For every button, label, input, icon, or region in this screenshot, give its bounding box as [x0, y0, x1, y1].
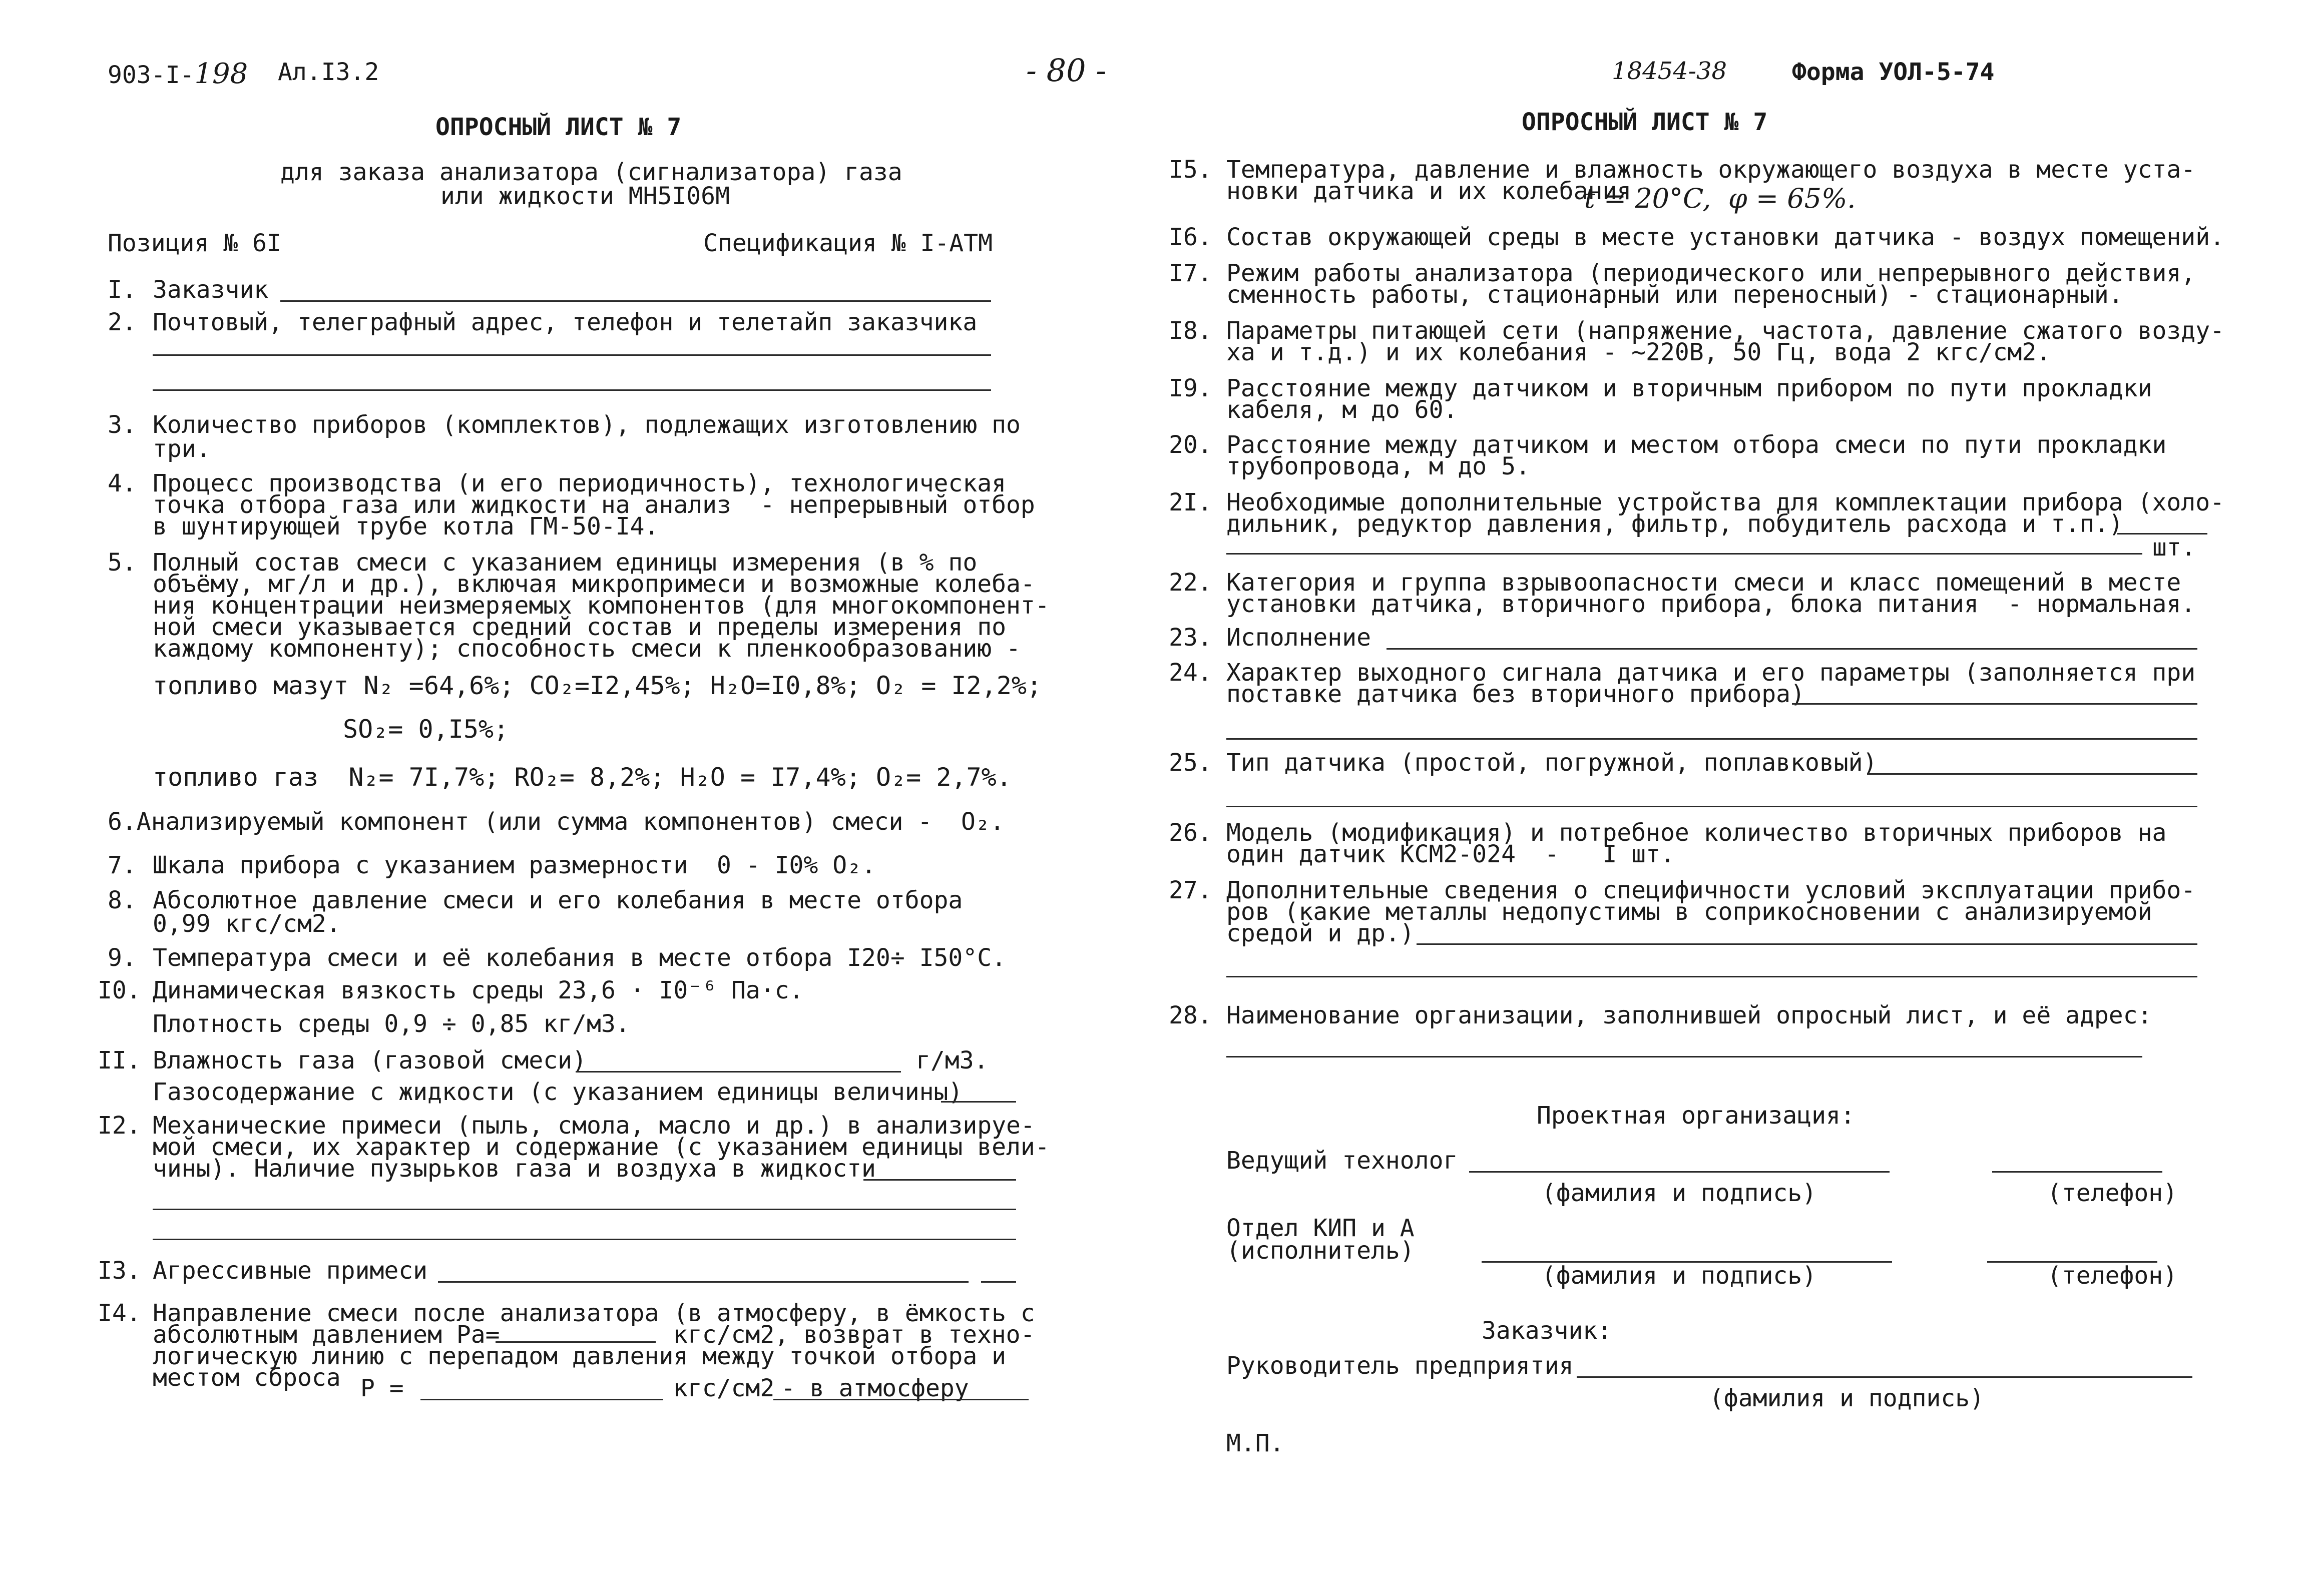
item-28-number: 28. — [1169, 1001, 1212, 1029]
item-5-fuel-oil: топливо мазут N₂ =64,6%; CO₂=I2,45%; H₂O=I0,8%; O₂ = I2,2%; — [153, 671, 1042, 700]
item-14-number: I4. — [98, 1299, 141, 1327]
item-21-blank-2 — [1226, 553, 2142, 555]
item-20-line-2: трубопровода, м до 5. — [1226, 452, 1530, 480]
item-25-blank-2 — [1226, 806, 2197, 807]
item-27-line-1: Дополнительные сведения о специфичности условий эксплуатации прибо- — [1226, 876, 2196, 904]
item-24-blank-1 — [1792, 703, 2197, 705]
item-14-p-blank — [420, 1399, 663, 1400]
item-26-number: 26. — [1169, 819, 1212, 847]
item-4-line-2: точка отбора газа или жидкости на анализ - непрерывный отбор — [153, 491, 1035, 519]
item-26-line-1: Модель (модификация) и потребное количество вторичных приборов на — [1226, 819, 2167, 847]
item-11-line-2: Газосодержание с жидкости (с указанием единицы величины) — [153, 1078, 963, 1106]
item-12-blank-line-1 — [863, 1179, 1016, 1181]
album-ref: Ал.I3.2 — [278, 58, 379, 86]
item-27-blank-2 — [1226, 976, 2197, 977]
item-9-number: 9. — [108, 944, 137, 972]
item-5-so2: SO₂= 0,I5%; — [343, 715, 509, 744]
item-9-label: Температура смеси и её колебания в месте отбора I20÷ I50°С. — [153, 944, 1007, 972]
item-11-unit: г/м3. — [916, 1046, 989, 1075]
item-23-number: 23. — [1169, 624, 1212, 652]
item-20-line-1: Расстояние между датчиком и местом отбора смеси по пути прокладки — [1226, 431, 2167, 459]
item-4-number: 4. — [108, 469, 137, 497]
item-15-line-2: новки датчика и их колебания — [1226, 177, 1632, 205]
item-8-line-2: 0,99 кгс/см2. — [153, 910, 341, 938]
item-5-line-5: каждому компоненту); способность смеси к пленкообразованию - — [153, 635, 1021, 663]
lead-technologist-signature-line — [1469, 1171, 1890, 1173]
item-18-line-1: Параметры питающей сети (напряжение, частота, давление сжатого возду- — [1226, 317, 2224, 345]
item-22-line-2: установки датчика, вторичного прибора, блока питания - нормальная. — [1226, 590, 2196, 618]
item-27-line-3: средой и др.) — [1226, 919, 1415, 947]
customer-heading: Заказчик: — [1482, 1317, 1612, 1345]
doc-code: 903-I-198 — [108, 58, 248, 90]
item-5-fuel-gas: топливо газ N₂= 7I,7%; RO₂= 8,2%; H₂O = I7,4%; O₂= 2,7%. — [153, 763, 1012, 792]
item-5-line-1: Полный состав смеси с указанием единицы измерения (в % по — [153, 549, 978, 577]
item-25-blank-1 — [1867, 773, 2197, 775]
item-27-line-2: ров (какие металлы недопустимы в соприкосновении с анализируемой — [1226, 898, 2152, 926]
item-11-blank-line-2 — [941, 1101, 1016, 1103]
page-number: - 80 - — [1026, 52, 1107, 89]
item-18-line-2: ха и т.д.) и их колебания - ~220В, 50 Гц, вода 2 кгс/см2. — [1226, 338, 2051, 366]
item-1-number: I. — [108, 276, 137, 304]
item-10-line-1: Динамическая вязкость среды 23,6 · I0⁻⁶ Па·с. — [153, 976, 804, 1004]
item-17-line-2: сменность работы, стационарный или переносный) - стационарный. — [1226, 281, 2123, 309]
item-13-label: Агрессивные примеси — [153, 1257, 428, 1285]
item-23-label: Исполнение — [1226, 624, 1371, 652]
item-21-unit: шт. — [2152, 534, 2196, 562]
department-label-1: Отдел КИП и А — [1226, 1214, 1415, 1242]
item-18-number: I8. — [1169, 317, 1212, 345]
item-12-blank-line-2 — [153, 1209, 1016, 1210]
item-13-blank-line — [438, 1281, 969, 1283]
item-20-number: 20. — [1169, 431, 1212, 459]
item-17-number: I7. — [1169, 259, 1212, 287]
item-3-line-1: Количество приборов (комплектов), подлежащих изготовлению по — [153, 411, 1021, 439]
left-subtitle-2: или жидкости МН5I06М — [440, 182, 730, 210]
item-16-label: Состав окружающей среды в месте установки датчика - воздух помещений. — [1226, 223, 2224, 251]
item-12-line-2: мой смеси, их характер и содержание (с указанием единицы вели- — [153, 1133, 1050, 1161]
department-label-2: (исполнитель) — [1226, 1237, 1415, 1265]
item-22-number: 22. — [1169, 569, 1212, 597]
item-24-number: 24. — [1169, 659, 1212, 687]
left-subtitle-1: для заказа анализатора (сигнализатора) газа — [280, 158, 902, 186]
item-25-number: 25. — [1169, 749, 1212, 777]
lead-technologist-name-caption: (фамилия и подпись) — [1542, 1179, 1817, 1207]
item-5-line-2: объёму, мг/л и др.), включая микропримеси и возможные колеба- — [153, 570, 1035, 598]
item-14-p-unit: кгс/см2 — [673, 1374, 775, 1402]
item-10-line-2: Плотность среды 0,9 ÷ 0,85 кг/м3. — [153, 1010, 630, 1038]
item-25-label: Тип датчика (простой, погружной, поплавковый) — [1226, 749, 1878, 777]
position-number: Позиция № 6I — [108, 229, 281, 257]
item-14-p-label: P = — [360, 1374, 404, 1402]
item-13-blank-line-end — [981, 1281, 1016, 1283]
item-12-number: I2. — [98, 1112, 141, 1140]
item-21-number: 2I. — [1169, 488, 1212, 516]
item-27-blank-1 — [1417, 943, 2197, 945]
item-14-line-3: логическую линию с перепадом давления между точкой отбора и — [153, 1342, 1007, 1370]
item-5-line-4: ной смеси указывается средний состав и пределы измерения по — [153, 613, 1007, 641]
item-5-line-3: ния концентрации неизмеряемых компонентов (для многокомпонент- — [153, 592, 1050, 620]
item-11-line-1: Влажность газа (газовой смеси) — [153, 1046, 587, 1075]
item-12-blank-line-3 — [153, 1239, 1016, 1240]
enterprise-head-name-caption: (фамилия и подпись) — [1709, 1384, 1985, 1412]
item-12-line-1: Механические примеси (пыль, смола, масло и др.) в анализируе- — [153, 1112, 1035, 1140]
lead-technologist-label: Ведущий технолог — [1226, 1147, 1458, 1175]
item-23-blank — [1387, 648, 2197, 650]
item-8-line-1: Абсолютное давление смеси и его колебания в месте отбора — [153, 886, 963, 914]
item-26-line-2: один датчик КСМ2-024 - I шт. — [1226, 840, 1675, 868]
specification-number: Спецификация № I-АТМ — [703, 229, 993, 257]
item-7-number: 7. — [108, 851, 137, 879]
item-3-number: 3. — [108, 411, 137, 439]
handwritten-code: 18454-38 — [1612, 57, 1727, 85]
item-24-blank-2 — [1226, 738, 2197, 740]
item-12-line-3: чины). Наличие пузырьков газа и воздуха в жидкости — [153, 1155, 876, 1183]
item-2-blank-line-1 — [153, 354, 991, 356]
item-24-line-1: Характер выходного сигнала датчика и его параметры (заполняется при — [1226, 659, 2196, 687]
item-7-label: Шкала прибора с указанием размерности 0 - I0% O₂. — [153, 851, 876, 879]
item-19-number: I9. — [1169, 374, 1212, 402]
item-10-number: I0. — [98, 976, 141, 1004]
item-6: 6.Анализируемый компонент (или сумма компонентов) смеси - O₂. — [108, 808, 1005, 836]
department-name-caption: (фамилия и подпись) — [1542, 1262, 1817, 1290]
item-2-number: 2. — [108, 308, 137, 336]
item-4-line-1: Процесс производства (и его периодичность), технологическая — [153, 469, 1007, 497]
item-14-p-value: - в атмосферу — [781, 1374, 969, 1402]
item-2-label: Почтовый, телеграфный адрес, телефон и телетайп заказчика — [153, 308, 978, 336]
item-19-line-2: кабеля, м до 60. — [1226, 396, 1458, 424]
item-1-blank-line — [280, 300, 991, 302]
form-code: Форма УОЛ-5-74 — [1792, 58, 1995, 86]
item-28-blank — [1226, 1056, 2142, 1057]
item-17-line-1: Режим работы анализатора (периодического или непрерывного действия, — [1226, 259, 2196, 287]
item-27-number: 27. — [1169, 876, 1212, 904]
item-2-blank-line-2 — [153, 389, 991, 391]
item-13-number: I3. — [98, 1257, 141, 1285]
department-phone-caption: (телефон) — [2047, 1262, 2178, 1290]
item-16-number: I6. — [1169, 223, 1212, 251]
item-14-p-value-line — [773, 1399, 1029, 1400]
item-15-values: t = 20°C, φ = 65%. — [1584, 183, 1856, 214]
right-title: ОПРОСНЫЙ ЛИСТ № 7 — [1522, 108, 1768, 136]
item-1-label: Заказчик — [153, 276, 269, 304]
item-21-line-2: дильник, редуктор давления, фильтр, побудитель расхода и т.п.) — [1226, 510, 2123, 538]
enterprise-head-label: Руководитель предприятия — [1226, 1352, 1574, 1380]
item-28-label: Наименование организации, заполнившей опросный лист, и её адрес: — [1226, 1001, 2152, 1029]
item-14-line-4: местом сброса — [153, 1364, 341, 1392]
item-5-number: 5. — [108, 549, 137, 577]
item-4-line-3: в шунтирующей трубе котла ГМ-50-I4. — [153, 512, 659, 541]
item-15-line-1: Температура, давление и влажность окружающего воздуха в месте уста- — [1226, 156, 2196, 184]
item-21-line-1: Необходимые дополнительные устройства для комплектации прибора (холо- — [1226, 488, 2224, 516]
item-22-line-1: Категория и группа взрывоопасности смеси и класс помещений в месте — [1226, 569, 2181, 597]
item-11-number: II. — [98, 1046, 141, 1075]
item-14-line-2b: кгс/см2, возврат в техно- — [673, 1321, 1035, 1349]
lead-technologist-phone-line — [1992, 1171, 2162, 1173]
item-19-line-1: Расстояние между датчиком и вторичным прибором по пути прокладки — [1226, 374, 2152, 402]
item-14-line-2a: абсолютным давлением Ра= — [153, 1321, 500, 1349]
item-15-number: I5. — [1169, 156, 1212, 184]
left-title: ОПРОСНЫЙ ЛИСТ № 7 — [435, 113, 682, 141]
lead-technologist-phone-caption: (телефон) — [2047, 1179, 2178, 1207]
item-14-line-1: Направление смеси после анализатора (в атмосферу, в ёмкость с — [153, 1299, 1035, 1327]
item-8-number: 8. — [108, 886, 137, 914]
enterprise-head-signature-line — [1577, 1376, 2192, 1378]
project-organization-heading: Проектная организация: — [1537, 1102, 1855, 1130]
item-24-line-2: поставке датчика без вторичного прибора) — [1226, 680, 1805, 708]
stamp-place: М.П. — [1226, 1429, 1284, 1457]
item-11-blank-line-1 — [576, 1071, 901, 1073]
item-3-line-2: три. — [153, 435, 211, 463]
